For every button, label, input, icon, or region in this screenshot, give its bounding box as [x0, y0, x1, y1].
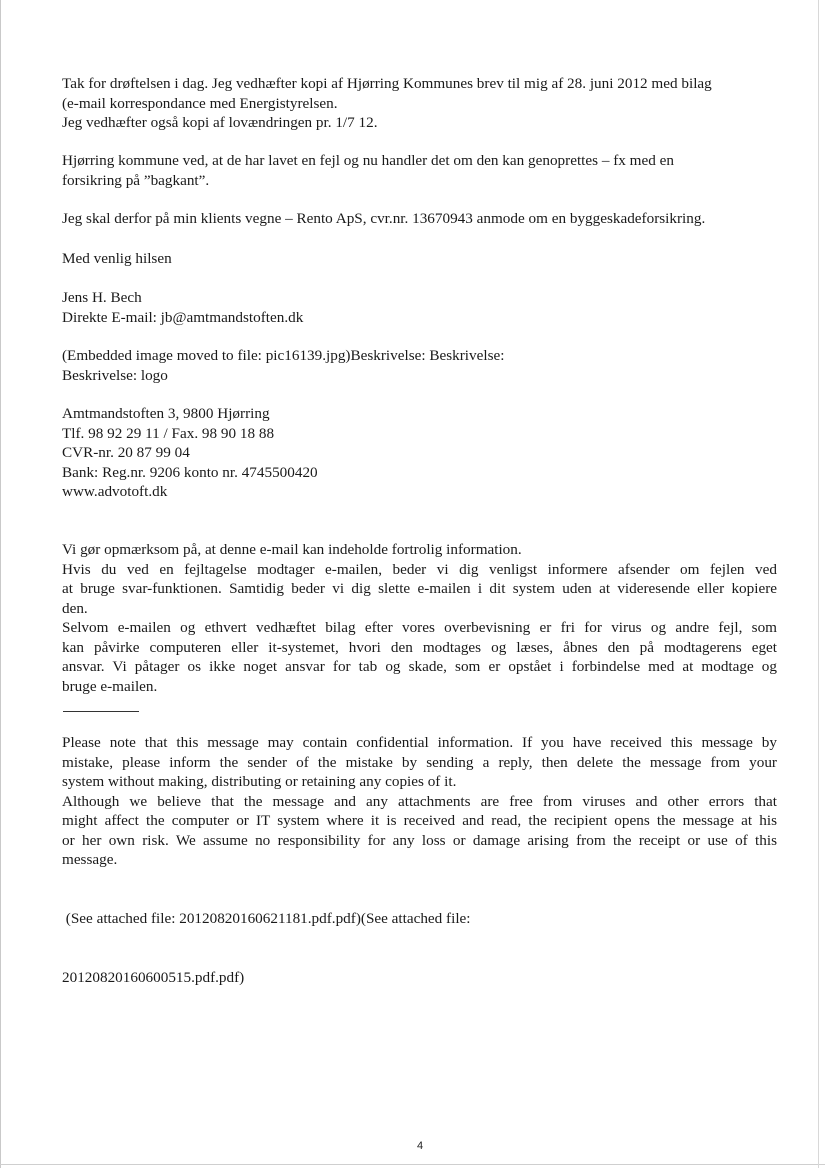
request-line-1: Jeg skal derfor på min klients vegne – Rento ApS, cvr.nr. 13670943 anmode om en byggeskadeforsikring.	[62, 210, 706, 227]
intro-line-1: Tak for drøftelsen i dag. Jeg vedhæfter kopi af Hjørring Kommunes brev til mig af 28. juni 2012 med bilag	[62, 75, 712, 92]
company-phone-fax: Tlf. 98 92 29 11 / Fax. 98 90 18 88	[62, 424, 275, 442]
company-website: www.advotoft.dk	[62, 483, 168, 500]
disclaimer-en-line-4: Although we believe that the message and any attachments are free from viruses and other errors that	[62, 792, 777, 810]
signature-name: Jens H. Bech	[62, 289, 142, 306]
disclaimer-english	[62, 733, 777, 870]
disclaimer-da-line-7: ansvar. Vi påtager os ikke noget ansvar for tab og skade, som er opstået i forbindelse med at modtage og	[62, 658, 777, 675]
request-paragraph	[62, 209, 777, 229]
municipality-line-2: forsikring på ”bagkant”.	[62, 171, 210, 189]
municipality-paragraph	[62, 151, 777, 190]
page-number: 4	[417, 1140, 424, 1152]
intro-line-2: (e-mail korrespondance med Energistyrelsen.	[62, 94, 338, 112]
disclaimer-da-line-6: kan påvirke computeren eller it-systemet, hvori den modtages og læses, åbnes den på modtagerens eget	[62, 638, 777, 656]
company-info	[62, 404, 777, 502]
attachment-line-1: (See attached file: 20120820160621181.pdf.pdf)(See attached file:	[62, 910, 471, 927]
disclaimer-danish	[62, 540, 777, 696]
closing-greeting	[62, 249, 777, 269]
page-bottom-edge	[0, 1164, 825, 1165]
municipality-line-1: Hjørring kommune ved, at de har lavet en fejl og nu handler det om den kan genoprettes – fx med en	[62, 152, 674, 169]
attachment-line-2: 20120820160600515.pdf.pdf)	[62, 968, 245, 986]
disclaimer-en-line-1: Please note that this message may contain confidential information. If you have received this message by	[62, 734, 777, 751]
disclaimer-da-line-8: bruge e-mailen.	[62, 677, 158, 695]
disclaimer-en-line-7: message.	[62, 851, 118, 868]
disclaimer-da-line-5: Selvom e-mailen og ethvert vedhæftet bilag efter vores overbevisning er fri for virus og andre fejl, som	[62, 619, 777, 636]
intro-paragraph	[62, 74, 777, 133]
company-address: Amtmandstoften 3, 9800 Hjørring	[62, 405, 270, 422]
disclaimer-da-line-3: at bruge svar-funktionen. Samtidig beder vi dig slette e-mailen i dit system uden at videresende eller kopiere	[62, 580, 777, 597]
intro-line-3: Jeg vedhæfter også kopi af lovændringen pr. 1/7 12.	[62, 114, 378, 131]
company-cvr: CVR-nr. 20 87 99 04	[62, 444, 190, 461]
attachments-note	[62, 870, 777, 1026]
disclaimer-da-line-4: den.	[62, 599, 88, 617]
signature-block	[62, 288, 777, 327]
disclaimer-en-line-3: system without making, distributing or retaining any copies of it.	[62, 773, 457, 790]
embedded-note-line-2: Beskrivelse: logo	[62, 366, 168, 384]
disclaimer-da-line-1: Vi gør opmærksom på, at denne e-mail kan indeholde fortrolig information.	[62, 541, 522, 558]
disclaimer-en-line-2: mistake, please inform the sender of the mistake by sending a reply, then delete the message from your	[62, 753, 777, 771]
disclaimer-da-line-2: Hvis du ved en fejltagelse modtager e-mailen, beder vi dig venligst informere afsender om fejlen ved	[62, 560, 777, 578]
embedded-image-note	[62, 346, 777, 385]
company-bank: Bank: Reg.nr. 9206 konto nr. 4745500420	[62, 463, 318, 481]
disclaimer-en-line-6: or her own risk. We assume no responsibility for any loss or damage arising from the receipt or use of this	[62, 831, 777, 849]
greeting-text: Med venlig hilsen	[62, 250, 172, 267]
embedded-note-line-1: (Embedded image moved to file: pic16139.jpg)Beskrivelse: Beskrivelse:	[62, 347, 505, 364]
disclaimer-en-line-5: might affect the computer or IT system where it is received and read, the recipient opens the message at his	[62, 812, 777, 829]
signature-email: Direkte E-mail: jb@amtmandstoften.dk	[62, 308, 304, 326]
separator-line	[63, 711, 139, 712]
